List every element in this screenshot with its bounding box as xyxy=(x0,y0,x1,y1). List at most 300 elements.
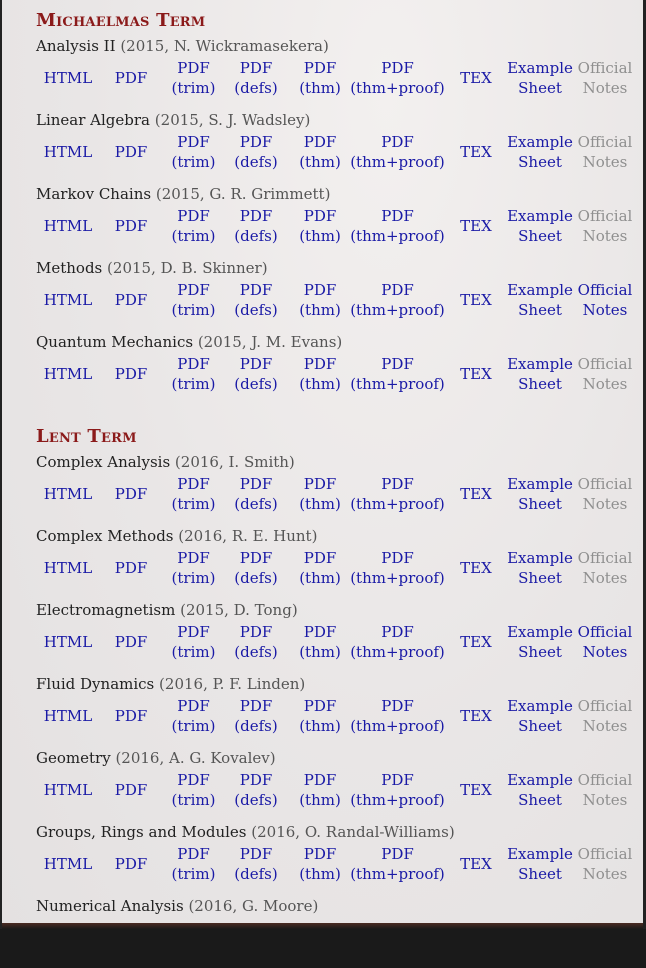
pdf-thm-link-label: (thm) xyxy=(299,79,341,97)
course-links xyxy=(36,844,636,892)
pdf-thm-link-label: (thm) xyxy=(299,643,341,661)
course-entry xyxy=(36,108,636,182)
course-links xyxy=(36,548,636,596)
official-notes-link xyxy=(576,206,634,246)
course-links xyxy=(36,696,636,744)
pdf-thm-proof-link-label: PDF xyxy=(381,549,414,567)
tex-link[interactable] xyxy=(454,58,498,98)
pdf-trim-link[interactable] xyxy=(166,548,221,588)
pdf-trim-link-label: (trim) xyxy=(171,865,216,883)
pdf-trim-link[interactable] xyxy=(166,770,221,810)
pdf-thm-proof-link-label: PDF xyxy=(381,207,414,225)
course-meta: (2015, N. Wickramasekera) xyxy=(120,37,329,55)
example-sheet-link-label: Example xyxy=(507,281,573,299)
course-list xyxy=(36,8,636,968)
pdf-defs-link-label: PDF xyxy=(239,207,273,225)
official-notes-link-label: Notes xyxy=(582,227,628,245)
tex-link-label: TEX xyxy=(460,291,492,309)
pdf-thm-link-label: PDF xyxy=(303,133,337,151)
course-links xyxy=(36,770,636,818)
tex-link-label: TEX xyxy=(460,559,492,577)
pdf-trim-link-label: PDF xyxy=(177,697,210,715)
pdf-thm-link-label: PDF xyxy=(303,771,337,789)
tex-link[interactable] xyxy=(454,474,498,514)
example-sheet-link[interactable] xyxy=(506,474,574,514)
official-notes-link xyxy=(576,132,634,172)
example-sheet-link-label: Sheet xyxy=(518,227,562,245)
pdf-link-label: PDF xyxy=(114,143,148,161)
pdf-link[interactable] xyxy=(106,280,156,320)
example-sheet-link[interactable] xyxy=(506,354,574,394)
example-sheet-link-label: Example xyxy=(507,549,573,567)
pdf-defs-link-label: (defs) xyxy=(234,791,278,809)
pdf-trim-link[interactable] xyxy=(166,354,221,394)
tex-link[interactable] xyxy=(454,622,498,662)
official-notes-link-label: Official xyxy=(577,207,633,225)
tex-link[interactable] xyxy=(454,844,498,884)
example-sheet-link[interactable] xyxy=(506,696,574,736)
course-meta: (2016, O. Randal-Williams) xyxy=(251,823,455,841)
official-notes-link xyxy=(576,844,634,884)
tex-link[interactable] xyxy=(454,132,498,172)
course-meta: (2016, P. F. Linden) xyxy=(159,675,306,693)
course-name: Methods xyxy=(36,259,103,277)
course-name: Analysis II xyxy=(36,37,116,55)
example-sheet-link-label: Example xyxy=(507,475,573,493)
official-notes-link-label: Notes xyxy=(582,643,628,661)
course-title xyxy=(36,894,636,918)
pdf-trim-link-label: PDF xyxy=(177,281,210,299)
course-meta: (2016, G. Moore) xyxy=(188,897,319,915)
course-name: Electromagnetism xyxy=(36,601,176,619)
example-sheet-link-label: Sheet xyxy=(518,79,562,97)
pdf-thm-link[interactable] xyxy=(295,770,345,810)
pdf-link[interactable] xyxy=(106,132,156,172)
pdf-trim-link[interactable] xyxy=(166,58,221,98)
pdf-link-label: PDF xyxy=(114,633,148,651)
html-link-label: HTML xyxy=(43,781,93,799)
course-links xyxy=(36,354,636,402)
course-name: Markov Chains xyxy=(36,185,152,203)
pdf-thm-link-label: PDF xyxy=(303,207,337,225)
pdf-link[interactable] xyxy=(106,696,156,736)
pdf-defs-link-label: (defs) xyxy=(234,153,278,171)
pdf-link[interactable] xyxy=(106,622,156,662)
pdf-link-label: PDF xyxy=(114,217,148,235)
pdf-thm-proof-link[interactable] xyxy=(350,696,445,736)
tex-link-label: TEX xyxy=(460,143,492,161)
pdf-defs-link[interactable] xyxy=(232,474,280,514)
pdf-thm-link-label: (thm) xyxy=(299,227,341,245)
pdf-link[interactable] xyxy=(106,354,156,394)
html-link[interactable] xyxy=(36,58,100,98)
pdf-defs-link[interactable] xyxy=(232,280,280,320)
example-sheet-link-label: Sheet xyxy=(518,791,562,809)
pdf-defs-link-label: PDF xyxy=(239,549,273,567)
pdf-thm-link-label: PDF xyxy=(303,549,337,567)
pdf-thm-proof-link[interactable] xyxy=(350,354,445,394)
tex-link-label: TEX xyxy=(460,855,492,873)
course-links xyxy=(36,206,636,254)
course-entry xyxy=(36,330,636,404)
pdf-thm-link[interactable] xyxy=(295,206,345,246)
tex-link[interactable] xyxy=(454,696,498,736)
pdf-thm-proof-link-label: PDF xyxy=(381,133,414,151)
pdf-thm-proof-link-label: (thm+proof) xyxy=(350,643,445,661)
course-title xyxy=(36,672,636,696)
pdf-thm-link-label: (thm) xyxy=(299,495,341,513)
course-links xyxy=(36,622,636,670)
pdf-trim-link-label: (trim) xyxy=(171,227,216,245)
pdf-trim-link-label: (trim) xyxy=(171,495,216,513)
official-notes-link-label: Notes xyxy=(582,301,628,319)
pdf-thm-proof-link[interactable] xyxy=(350,844,445,884)
pdf-defs-link-label: PDF xyxy=(239,697,273,715)
course-name: Quantum Mechanics xyxy=(36,333,194,351)
official-notes-link xyxy=(576,58,634,98)
pdf-thm-proof-link-label: (thm+proof) xyxy=(350,79,445,97)
course-entry xyxy=(36,820,636,894)
pdf-trim-link-label: PDF xyxy=(177,845,210,863)
pdf-thm-link-label: (thm) xyxy=(299,153,341,171)
example-sheet-link[interactable] xyxy=(506,58,574,98)
pdf-defs-link-label: (defs) xyxy=(234,79,278,97)
pdf-thm-proof-link[interactable] xyxy=(350,770,445,810)
example-sheet-link-label: Sheet xyxy=(518,153,562,171)
course-title xyxy=(36,182,636,206)
pdf-thm-link-label: PDF xyxy=(303,355,337,373)
pdf-defs-link[interactable] xyxy=(232,548,280,588)
tex-link-label: TEX xyxy=(460,217,492,235)
pdf-thm-proof-link[interactable] xyxy=(350,280,445,320)
course-meta: (2016, A. G. Kovalev) xyxy=(115,749,276,767)
pdf-defs-link-label: PDF xyxy=(239,623,273,641)
pdf-thm-proof-link[interactable] xyxy=(350,58,445,98)
html-link-label: HTML xyxy=(43,707,93,725)
official-notes-link-label: Official xyxy=(577,281,633,299)
example-sheet-link-label: Sheet xyxy=(518,301,562,319)
course-title xyxy=(36,330,636,354)
official-notes-link-label: Official xyxy=(577,623,633,641)
pdf-thm-proof-link-label: PDF xyxy=(381,845,414,863)
official-notes-link xyxy=(576,770,634,810)
pdf-thm-proof-link-label: (thm+proof) xyxy=(350,301,445,319)
bottom-border xyxy=(2,923,643,929)
html-link[interactable] xyxy=(36,206,100,246)
pdf-thm-link-label: (thm) xyxy=(299,865,341,883)
tex-link[interactable] xyxy=(454,770,498,810)
pdf-thm-proof-link-label: PDF xyxy=(381,771,414,789)
course-entry xyxy=(36,256,636,330)
course-entry xyxy=(36,746,636,820)
tex-link-label: TEX xyxy=(460,365,492,383)
pdf-thm-proof-link-label: PDF xyxy=(381,281,414,299)
pdf-trim-link-label: PDF xyxy=(177,771,210,789)
course-links xyxy=(36,58,636,106)
official-notes-link-label: Notes xyxy=(582,495,628,513)
course-name: Fluid Dynamics xyxy=(36,675,155,693)
pdf-thm-proof-link-label: (thm+proof) xyxy=(350,495,445,513)
pdf-link[interactable] xyxy=(106,844,156,884)
official-notes-link xyxy=(576,354,634,394)
official-notes-link-label: Official xyxy=(577,697,633,715)
html-link-label: HTML xyxy=(43,143,93,161)
pdf-link-label: PDF xyxy=(114,855,148,873)
example-sheet-link-label: Sheet xyxy=(518,375,562,393)
course-title xyxy=(36,820,636,844)
html-link[interactable] xyxy=(36,696,100,736)
html-link[interactable] xyxy=(36,844,100,884)
example-sheet-link-label: Example xyxy=(507,59,573,77)
pdf-link[interactable] xyxy=(106,206,156,246)
pdf-thm-link-label: (thm) xyxy=(299,301,341,319)
course-meta: (2016, I. Smith) xyxy=(174,453,295,471)
pdf-defs-link[interactable] xyxy=(232,206,280,246)
pdf-thm-proof-link[interactable] xyxy=(350,622,445,662)
official-notes-link-label: Notes xyxy=(582,153,628,171)
pdf-thm-proof-link-label: PDF xyxy=(381,355,414,373)
course-entry xyxy=(36,524,636,598)
pdf-trim-link[interactable] xyxy=(166,206,221,246)
pdf-thm-link-label: PDF xyxy=(303,697,337,715)
pdf-defs-link[interactable] xyxy=(232,58,280,98)
pdf-thm-proof-link-label: (thm+proof) xyxy=(350,865,445,883)
official-notes-link-label: Official xyxy=(577,549,633,567)
example-sheet-link[interactable] xyxy=(506,132,574,172)
pdf-thm-link-label: PDF xyxy=(303,475,337,493)
pdf-thm-link[interactable] xyxy=(295,548,345,588)
pdf-defs-link[interactable] xyxy=(232,844,280,884)
example-sheet-link-label: Example xyxy=(507,845,573,863)
pdf-defs-link-label: (defs) xyxy=(234,375,278,393)
official-notes-link xyxy=(576,548,634,588)
example-sheet-link[interactable] xyxy=(506,548,574,588)
pdf-thm-link[interactable] xyxy=(295,696,345,736)
course-entry xyxy=(36,598,636,672)
pdf-trim-link-label: PDF xyxy=(177,59,210,77)
pdf-link[interactable] xyxy=(106,770,156,810)
html-link-label: HTML xyxy=(43,559,93,577)
official-notes-link-label: Notes xyxy=(582,791,628,809)
pdf-trim-link-label: (trim) xyxy=(171,717,216,735)
pdf-trim-link-label: (trim) xyxy=(171,153,216,171)
pdf-trim-link[interactable] xyxy=(166,474,221,514)
pdf-thm-proof-link-label: PDF xyxy=(381,59,414,77)
official-notes-link xyxy=(576,696,634,736)
example-sheet-link-label: Sheet xyxy=(518,865,562,883)
pdf-trim-link-label: (trim) xyxy=(171,79,216,97)
tex-link-label: TEX xyxy=(460,781,492,799)
course-name: Complex Methods xyxy=(36,527,174,545)
html-link-label: HTML xyxy=(43,855,93,873)
pdf-thm-link-label: PDF xyxy=(303,845,337,863)
course-title xyxy=(36,108,636,132)
pdf-trim-link-label: (trim) xyxy=(171,375,216,393)
pdf-thm-link-label: PDF xyxy=(303,281,337,299)
example-sheet-link[interactable] xyxy=(506,206,574,246)
pdf-thm-link-label: (thm) xyxy=(299,569,341,587)
html-link[interactable] xyxy=(36,354,100,394)
course-meta: (2015, S. J. Wadsley) xyxy=(154,111,311,129)
official-notes-link[interactable] xyxy=(576,280,634,320)
html-link-label: HTML xyxy=(43,291,93,309)
example-sheet-link-label: Example xyxy=(507,133,573,151)
course-meta: (2015, J. M. Evans) xyxy=(197,333,343,351)
pdf-defs-link[interactable] xyxy=(232,622,280,662)
html-link[interactable] xyxy=(36,770,100,810)
course-links xyxy=(36,132,636,180)
html-link[interactable] xyxy=(36,548,100,588)
pdf-defs-link-label: PDF xyxy=(239,355,273,373)
tex-link[interactable] xyxy=(454,206,498,246)
course-title xyxy=(36,450,636,474)
pdf-defs-link-label: (defs) xyxy=(234,569,278,587)
course-entry xyxy=(36,894,636,968)
course-title xyxy=(36,524,636,548)
course-entry xyxy=(36,182,636,256)
pdf-thm-proof-link[interactable] xyxy=(350,474,445,514)
course-meta: (2015, D. Tong) xyxy=(180,601,298,619)
official-notes-link-label: Official xyxy=(577,59,633,77)
course-name: Linear Algebra xyxy=(36,111,151,129)
pdf-defs-link[interactable] xyxy=(232,770,280,810)
official-notes-link-label: Notes xyxy=(582,375,628,393)
pdf-trim-link[interactable] xyxy=(166,280,221,320)
tex-link-label: TEX xyxy=(460,707,492,725)
tex-link-label: TEX xyxy=(460,69,492,87)
example-sheet-link-label: Example xyxy=(507,697,573,715)
pdf-thm-link[interactable] xyxy=(295,474,345,514)
pdf-trim-link-label: (trim) xyxy=(171,791,216,809)
pdf-trim-link-label: (trim) xyxy=(171,643,216,661)
pdf-thm-proof-link-label: PDF xyxy=(381,697,414,715)
pdf-defs-link-label: PDF xyxy=(239,59,273,77)
pdf-thm-proof-link-label: (thm+proof) xyxy=(350,717,445,735)
pdf-link-label: PDF xyxy=(114,707,148,725)
pdf-trim-link[interactable] xyxy=(166,132,221,172)
course-entry xyxy=(36,34,636,108)
official-notes-link-label: Official xyxy=(577,133,633,151)
pdf-thm-link[interactable] xyxy=(295,58,345,98)
pdf-thm-link-label: PDF xyxy=(303,623,337,641)
pdf-link[interactable] xyxy=(106,474,156,514)
example-sheet-link-label: Example xyxy=(507,207,573,225)
course-meta: (2015, D. B. Skinner) xyxy=(107,259,268,277)
official-notes-link-label: Official xyxy=(577,845,633,863)
pdf-defs-link-label: (defs) xyxy=(234,495,278,513)
pdf-thm-proof-link-label: (thm+proof) xyxy=(350,791,445,809)
pdf-trim-link[interactable] xyxy=(166,622,221,662)
pdf-defs-link-label: (defs) xyxy=(234,227,278,245)
example-sheet-link[interactable] xyxy=(506,844,574,884)
html-link[interactable] xyxy=(36,132,100,172)
official-notes-link-label: Notes xyxy=(582,717,628,735)
course-title xyxy=(36,34,636,58)
pdf-thm-link[interactable] xyxy=(295,844,345,884)
term-heading: Michaelmas Term xyxy=(36,10,206,31)
course-name: Geometry xyxy=(36,749,111,767)
pdf-thm-link[interactable] xyxy=(295,132,345,172)
pdf-defs-link-label: (defs) xyxy=(234,865,278,883)
pdf-thm-link[interactable] xyxy=(295,354,345,394)
example-sheet-link-label: Example xyxy=(507,771,573,789)
tex-link[interactable] xyxy=(454,548,498,588)
pdf-thm-proof-link[interactable] xyxy=(350,548,445,588)
html-link-label: HTML xyxy=(43,365,93,383)
example-sheet-link[interactable] xyxy=(506,622,574,662)
tex-link[interactable] xyxy=(454,280,498,320)
pdf-thm-link[interactable] xyxy=(295,622,345,662)
course-entry xyxy=(36,672,636,746)
pdf-defs-link-label: PDF xyxy=(239,771,273,789)
html-link-label: HTML xyxy=(43,69,93,87)
official-notes-link-label: Notes xyxy=(582,865,628,883)
example-sheet-link-label: Sheet xyxy=(518,569,562,587)
course-title xyxy=(36,256,636,280)
pdf-thm-proof-link-label: (thm+proof) xyxy=(350,153,445,171)
pdf-link[interactable] xyxy=(106,548,156,588)
pdf-thm-proof-link-label: (thm+proof) xyxy=(350,569,445,587)
course-name: Complex Analysis xyxy=(36,453,171,471)
official-notes-link-label: Official xyxy=(577,475,633,493)
pdf-defs-link[interactable] xyxy=(232,696,280,736)
official-notes-link[interactable] xyxy=(576,622,634,662)
pdf-link[interactable] xyxy=(106,58,156,98)
pdf-trim-link[interactable] xyxy=(166,844,221,884)
pdf-thm-link-label: (thm) xyxy=(299,375,341,393)
pdf-trim-link-label: (trim) xyxy=(171,569,216,587)
pdf-thm-proof-link[interactable] xyxy=(350,206,445,246)
term-heading: Lent Term xyxy=(36,426,137,447)
pdf-trim-link-label: PDF xyxy=(177,207,210,225)
course-name: Groups, Rings and Modules xyxy=(36,823,247,841)
pdf-trim-link-label: PDF xyxy=(177,355,210,373)
official-notes-link xyxy=(576,474,634,514)
html-link[interactable] xyxy=(36,622,100,662)
official-notes-link-label: Notes xyxy=(582,569,628,587)
course-name: Numerical Analysis xyxy=(36,897,184,915)
html-link-label: HTML xyxy=(43,485,93,503)
pdf-link-label: PDF xyxy=(114,365,148,383)
course-meta: (2015, G. R. Grimmett) xyxy=(155,185,331,203)
html-link[interactable] xyxy=(36,280,100,320)
pdf-thm-proof-link[interactable] xyxy=(350,132,445,172)
pdf-thm-link-label: (thm) xyxy=(299,791,341,809)
pdf-thm-link-label: PDF xyxy=(303,59,337,77)
pdf-defs-link-label: (defs) xyxy=(234,643,278,661)
pdf-link-label: PDF xyxy=(114,485,148,503)
pdf-thm-proof-link-label: PDF xyxy=(381,623,414,641)
pdf-thm-link[interactable] xyxy=(295,280,345,320)
pdf-link-label: PDF xyxy=(114,781,148,799)
html-link[interactable] xyxy=(36,474,100,514)
course-meta: (2016, R. E. Hunt) xyxy=(178,527,318,545)
pdf-trim-link-label: PDF xyxy=(177,475,210,493)
pdf-defs-link[interactable] xyxy=(232,132,280,172)
pdf-defs-link-label: (defs) xyxy=(234,301,278,319)
tex-link[interactable] xyxy=(454,354,498,394)
example-sheet-link[interactable] xyxy=(506,280,574,320)
example-sheet-link[interactable] xyxy=(506,770,574,810)
pdf-defs-link[interactable] xyxy=(232,354,280,394)
course-title xyxy=(36,746,636,770)
official-notes-link-label: Official xyxy=(577,771,633,789)
pdf-trim-link[interactable] xyxy=(166,696,221,736)
course-entry xyxy=(36,450,636,524)
pdf-thm-proof-link-label: PDF xyxy=(381,475,414,493)
tex-link-label: TEX xyxy=(460,485,492,503)
pdf-defs-link-label: (defs) xyxy=(234,717,278,735)
